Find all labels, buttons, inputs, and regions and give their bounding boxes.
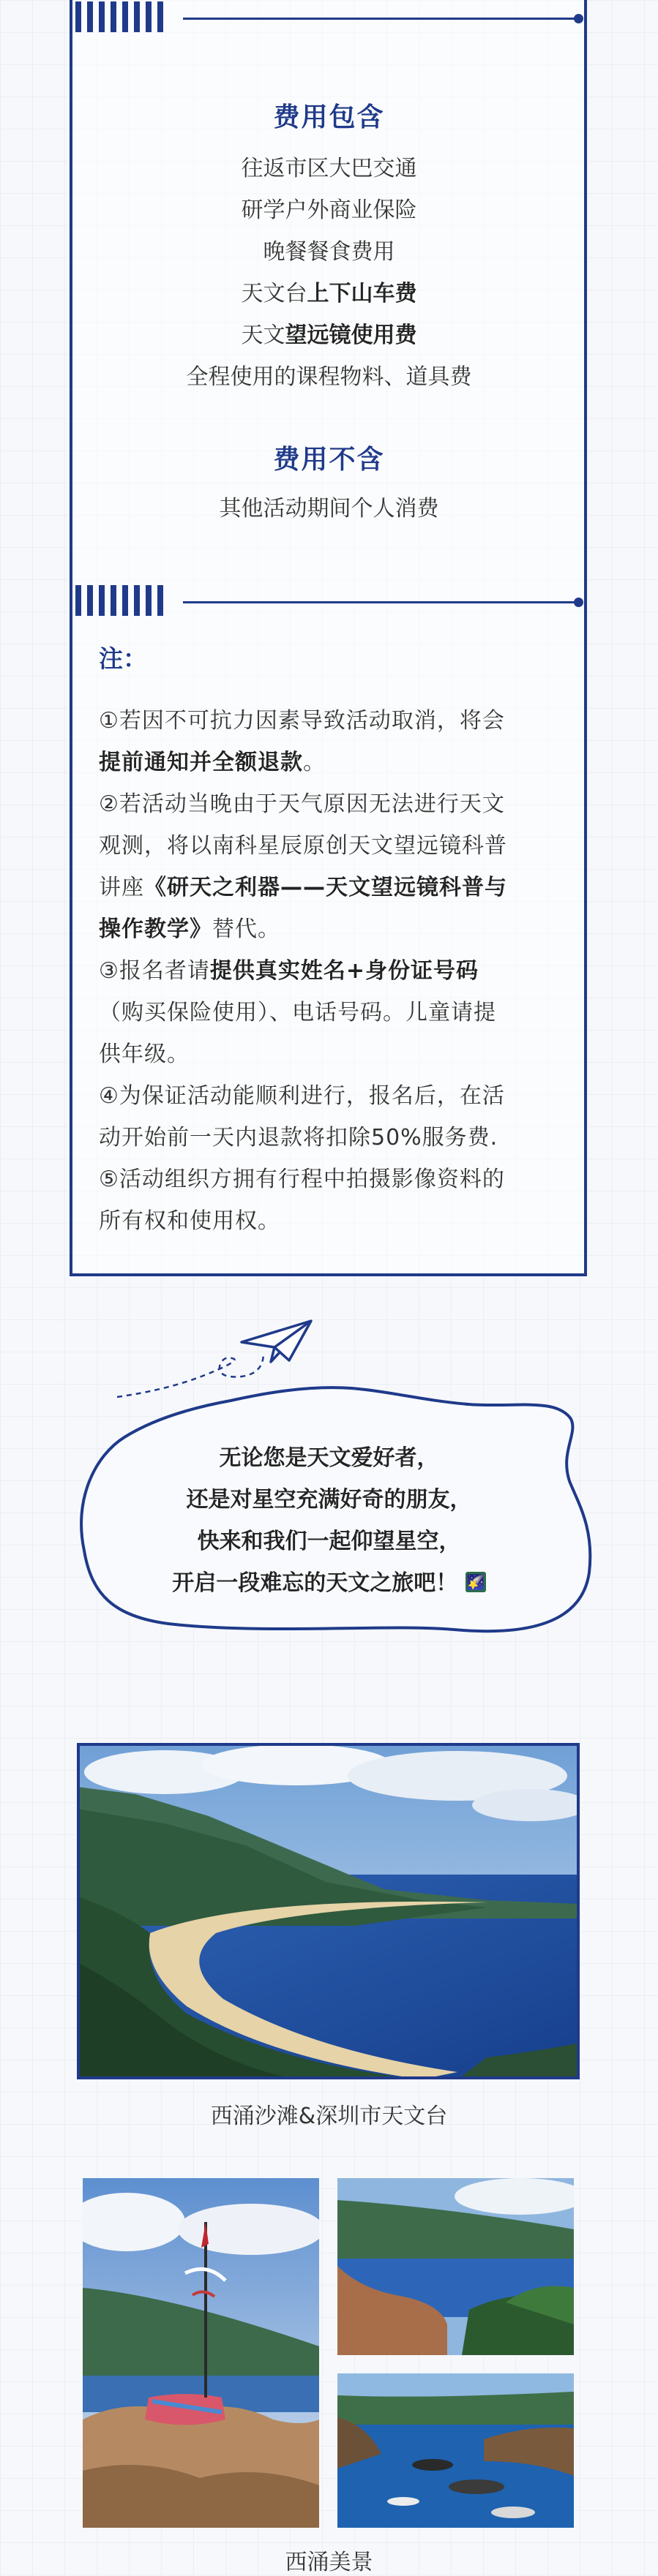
beach-photo (77, 1743, 580, 2079)
bubble-line-4 (0, 1564, 658, 1597)
included-item-bold: 望远镜使用费 (285, 323, 417, 348)
divider-line-2 (183, 601, 578, 603)
paper-plane-icon (238, 1317, 318, 1368)
note-line (99, 950, 567, 992)
grid-photo-caption: 西涌美景 (285, 2550, 373, 2575)
divider-dot (574, 14, 583, 23)
boats-photo (337, 2373, 574, 2528)
flag-rock-photo (83, 2178, 319, 2528)
included-item-text: 全程使用的课程物料、道具费 (186, 364, 472, 390)
note-text: 供年级。 (99, 1042, 190, 1067)
included-item-text: 晚餐餐食费用 (263, 239, 395, 265)
note-line (99, 742, 567, 783)
coast-rocks-photo (337, 2178, 574, 2355)
included-item-text: 天文台 (241, 281, 307, 306)
note-text: ②若活动当晚由于天气原因无法进行天文 (99, 791, 505, 817)
stripe-decoration-2 (75, 585, 163, 616)
included-item-text: 研学户外商业保险 (241, 197, 417, 223)
note-line (99, 1117, 567, 1159)
included-item (0, 150, 658, 182)
note-text: 替代。 (212, 916, 280, 942)
bubble-line-1: 无论您是天文爱好者， (219, 1445, 439, 1471)
excluded-item: 其他活动期间个人消费 (219, 496, 439, 521)
note-text: ⑤活动组织方拥有行程中拍摄影像资料的 (99, 1167, 505, 1192)
included-item-text: 天文 (241, 323, 285, 348)
note-line (99, 783, 567, 825)
included-item (0, 275, 658, 307)
excluded-title: 费用不含 (273, 445, 385, 475)
note-line (99, 1075, 567, 1117)
note-text: （购买保险使用）、电话号码。儿童请提 (99, 1000, 496, 1025)
included-item (0, 358, 658, 391)
included-item (0, 233, 658, 265)
note-line (99, 700, 567, 742)
notes-list (99, 700, 567, 1242)
note-line (99, 1200, 567, 1242)
divider-line (183, 18, 578, 20)
note-emphasis: 操作教学》 (99, 916, 212, 942)
included-item-text: 往返市区大巴交通 (241, 156, 417, 181)
included-item (0, 317, 658, 349)
note-emphasis: 提供真实姓名+身份证号码 (209, 958, 479, 984)
included-item-bold: 上下山车费 (307, 281, 417, 306)
divider-dot-2 (574, 598, 583, 607)
note-text: 所有权和使用权。 (99, 1208, 280, 1234)
bubble-line-4-text: 开启一段难忘的天文之旅吧！ (172, 1570, 458, 1596)
note-line (99, 1159, 567, 1200)
note-line (99, 992, 567, 1033)
note-text: 动开始前一天内退款将扣除50%服务费. (99, 1125, 498, 1150)
included-title: 费用包含 (273, 102, 385, 132)
note-text: ①若因不可抗力因素导致活动取消，将会 (99, 708, 505, 734)
shooting-star-icon: 🌠 (466, 1573, 485, 1591)
note-line (99, 1033, 567, 1075)
bubble-line-3: 快来和我们一起仰望星空， (197, 1529, 461, 1554)
note-line (99, 908, 567, 950)
note-line (99, 867, 567, 908)
note-text: 观测，将以南科星辰原创天文望远镜科普 (99, 833, 507, 859)
note-text: 讲座 (99, 875, 144, 900)
stripe-decoration (75, 1, 163, 32)
note-emphasis: 《研天之利器——天文望远镜科普与 (144, 875, 507, 900)
note-line (99, 825, 567, 867)
bubble-line-2: 还是对星空充满好奇的朋友， (186, 1487, 472, 1513)
beach-photo-caption: 西涌沙滩&深圳市天文台 (210, 2104, 448, 2129)
notes-title: 注： (99, 644, 147, 673)
note-emphasis: 提前通知并全额退款 (99, 750, 303, 775)
note-text: 。 (303, 750, 326, 775)
note-text: ④为保证活动能顺利进行，报名后，在活 (99, 1083, 505, 1109)
included-item (0, 192, 658, 224)
note-text: ③报名者请 (99, 958, 210, 984)
